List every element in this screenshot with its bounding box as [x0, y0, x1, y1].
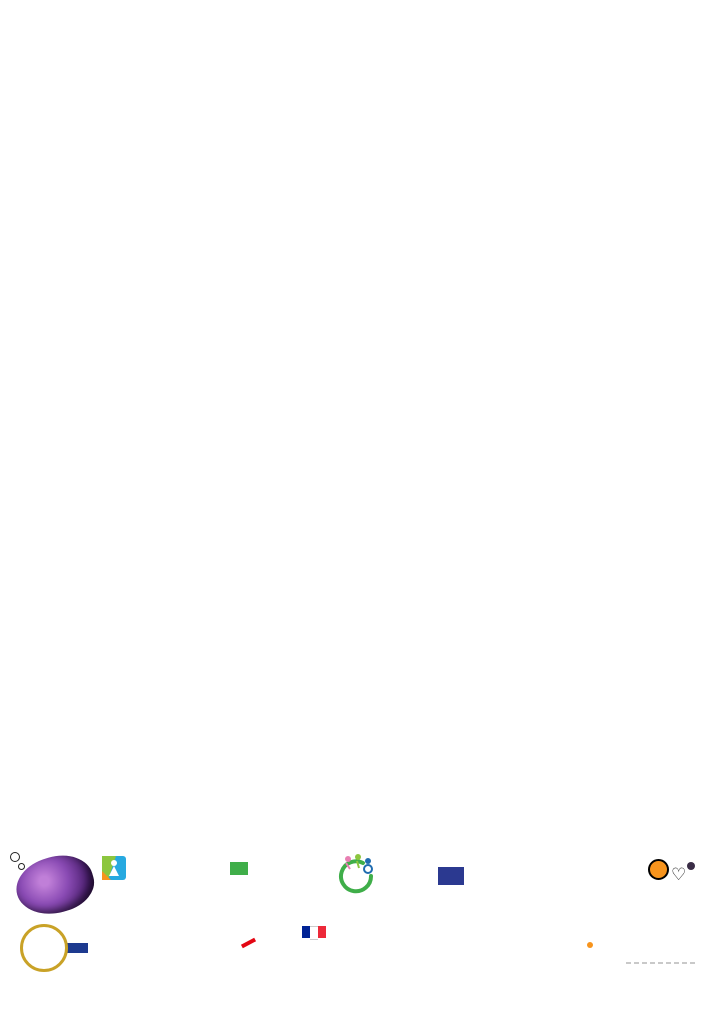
france-travail-icon	[372, 928, 412, 968]
leclerc-l-icon	[648, 859, 669, 880]
event-date-line2	[450, 165, 714, 212]
logo-lions-club	[20, 924, 88, 972]
yonne360-icon	[333, 852, 379, 900]
tous-concernes-logo	[262, 196, 472, 366]
save-the-date	[15, 177, 282, 215]
lions-emblem-icon	[20, 924, 68, 972]
logo-epnak	[230, 862, 251, 875]
logo-gem-tsa-89	[8, 840, 108, 932]
gem-bubble	[10, 852, 20, 862]
gem-bubble	[18, 863, 25, 870]
heart-icon: ♡	[671, 865, 687, 884]
gem-nautilus-illustration	[10, 847, 100, 922]
logo-eleclerc-auxerre	[551, 858, 723, 914]
ugecam-icon	[102, 856, 126, 880]
leclerc-solidaire-badge	[687, 862, 724, 870]
event-date	[450, 165, 714, 212]
logo-credit-agricole	[207, 926, 297, 947]
program-schedule	[58, 482, 672, 488]
logo-republique-francaise	[302, 926, 382, 943]
logo-ville-auxerre	[438, 867, 464, 885]
logo-france-travail	[372, 928, 417, 968]
registration-block	[291, 731, 701, 745]
badge-line2	[687, 862, 724, 870]
qr-code	[163, 729, 275, 841]
cithy-tagline-decoration	[626, 962, 698, 964]
logo-yonne-communaute-360	[333, 852, 381, 900]
event-date-line1	[450, 165, 714, 212]
french-flag-icon	[302, 926, 382, 940]
epnak-epn	[230, 862, 248, 875]
logo-caption	[260, 242, 474, 253]
badge-dot-icon	[687, 862, 695, 870]
ca-red-slash-icon	[241, 938, 256, 949]
